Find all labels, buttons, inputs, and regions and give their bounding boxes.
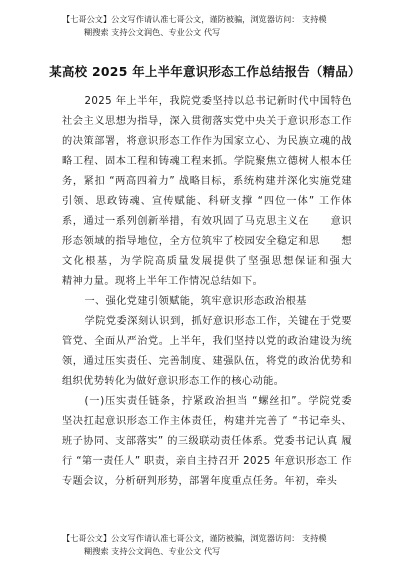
- paragraph-subsection-1: (一)压实责任链条，拧紧政治担当 “螺丝扣”。学院党委 坚决扛起意识形态工作主体责任，构建并完善了 “书记牵头、 班子协同、支部落实” 的三级联动责任体系。党委书记认真 履行 “第一责任人” 职责，亲自主持召开 2025 年意识形态工 作专题会议，分析研判形势，部署年度重点任务。年初，牵头: [62, 396, 352, 487]
- section-heading-1: 一、强化党建引领赋能，筑牢意识形态政治根基: [84, 296, 307, 307]
- footer-note-line-1: 【七哥公文】公文写作请认准七哥公文，谨防被骗，浏览器访问： 支持模: [62, 533, 327, 543]
- header-note-line-2: 糊搜索 支持公文润色、专业公文 代写: [84, 27, 221, 37]
- paragraph-intro: 2025 年上半年，我院党委坚持以总书记新时代中国特色社会主义思想为指导，深入贯彻落实党中央关于意识形态工作的决策部署，将意识形态工作作为国家立心、为民族立魂的战略工程、固本工程和铸魂工程来抓。学院聚焦立德树人根本任务，紧扣 “两高四着力” 战略目标，系统构建并深化实施党建引领、思政铸魂、宣传赋能、科研支撑 “四位一体” 工作体系，通过一系列创新举措，有效巩固了马克思主义在 意识形态领域的指导地位，全方位筑牢了校园安全稳定和思 想文化根基，为学院高质量发展提供了坚强思想保证和强大 精神力量。现将上半年工作情况总结如下。: [62, 96, 374, 287]
- document-title: 某高校 2025 年上半年意识形态工作总结报告（精品）: [49, 64, 361, 79]
- header-watermark-note: [62, 13, 362, 39]
- footer-note-line-2: 糊搜索 支持公文润色、专业公文 代写: [84, 546, 221, 556]
- paragraph-section-1: 学院党委深刻认识到，抓好意识形态工作，关键在于党要管党、全面从严治党。上半年，我们坚持以党的政治建设为统领，通过压实责任、完善制度、建强队伍，将党的政治优势和组织优势转化为做好意识形态工作的核心动能。: [62, 316, 352, 387]
- document-body: [62, 92, 374, 492]
- header-note-line-1: 【七哥公文】公文写作请认准七哥公文，谨防被骗，浏览器访问： 支持模: [62, 14, 327, 24]
- footer-watermark-note: [62, 532, 362, 558]
